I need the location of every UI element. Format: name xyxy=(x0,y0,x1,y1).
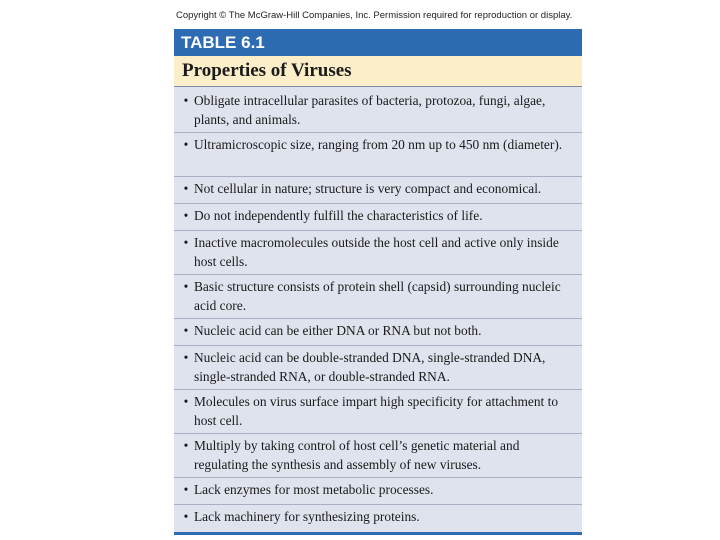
copyright-notice: Copyright © The McGraw-Hill Companies, Inc. Permission required for reproduction or display. xyxy=(176,10,573,21)
row-text: Multiply by taking control of host cell’s genetic material and regulating the synthesis and assembly of new viruses. xyxy=(194,438,520,472)
row-text: Lack machinery for synthesizing proteins. xyxy=(194,509,420,524)
bullet-icon: • xyxy=(183,208,189,223)
row-text: Nucleic acid can be double-stranded DNA, single-stranded DNA, single-stranded RNA, or double-stranded RNA. xyxy=(194,350,546,384)
row-text: Ultramicroscopic size, ranging from 20 nm up to 450 nm (diameter). xyxy=(194,137,563,152)
row-text: Molecules on virus surface impart high specificity for attachment to host cell. xyxy=(194,394,559,428)
bullet-icon: • xyxy=(183,350,189,365)
table-rows xyxy=(174,87,582,532)
table-row xyxy=(174,505,582,532)
table-row xyxy=(174,177,582,204)
table-row xyxy=(174,275,582,319)
row-text: Do not independently fulfill the characteristics of life. xyxy=(194,208,483,223)
table-title: Properties of Viruses xyxy=(174,56,582,87)
bullet-icon: • xyxy=(183,438,189,453)
row-text: Obligate intracellular parasites of bacteria, protozoa, fungi, algae, plants, and animals. xyxy=(194,93,546,127)
bullet-icon: • xyxy=(183,323,189,338)
table-row xyxy=(174,231,582,275)
table-number-label: TABLE 6.1 xyxy=(174,29,582,56)
table-row xyxy=(174,133,582,177)
row-text: Lack enzymes for most metabolic processes. xyxy=(194,482,434,497)
row-text: Not cellular in nature; structure is very compact and economical. xyxy=(194,181,542,196)
bullet-icon: • xyxy=(183,482,189,497)
bullet-icon: • xyxy=(183,93,189,108)
table-row xyxy=(174,434,582,478)
bullet-icon: • xyxy=(183,279,189,294)
row-text: Inactive macromolecules outside the host cell and active only inside host cells. xyxy=(194,235,559,269)
table-row xyxy=(174,204,582,231)
table-row xyxy=(174,390,582,434)
row-text: Nucleic acid can be either DNA or RNA but not both. xyxy=(194,323,482,338)
table-row xyxy=(174,319,582,346)
table-row xyxy=(174,346,582,390)
properties-table xyxy=(174,29,582,535)
bullet-icon: • xyxy=(183,181,189,196)
table-row xyxy=(174,478,582,505)
bullet-icon: • xyxy=(183,394,189,409)
bullet-icon: • xyxy=(183,235,189,250)
bullet-icon: • xyxy=(183,509,189,524)
row-text: Basic structure consists of protein shell (capsid) surrounding nucleic acid core. xyxy=(194,279,561,313)
table-row xyxy=(174,89,582,133)
bullet-icon: • xyxy=(183,137,189,152)
